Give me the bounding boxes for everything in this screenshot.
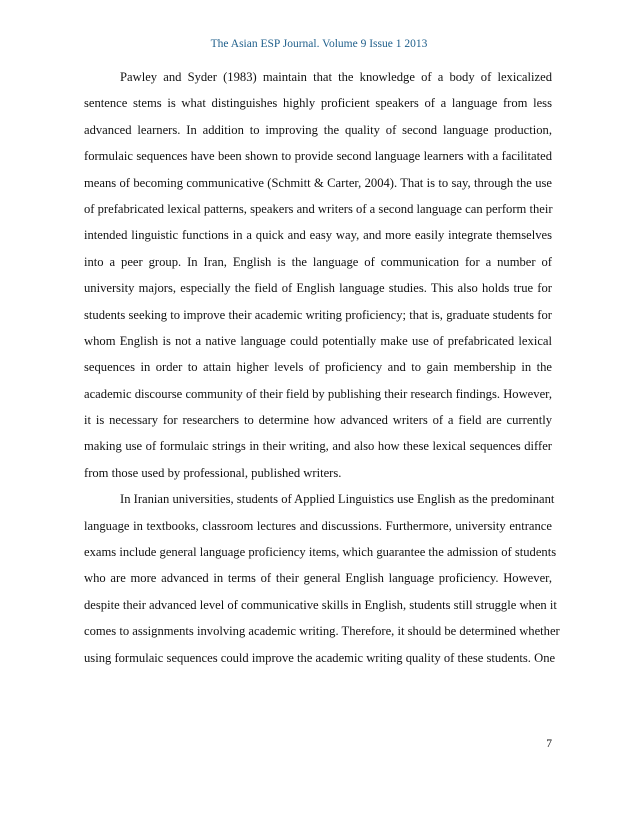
paragraph-2 xyxy=(84,486,560,671)
paragraph-line: whom English is not a native language could potentially make use of prefabricated lexical xyxy=(84,333,552,348)
paragraph-line: formulaic sequences have been shown to provide second language learners with a facilitated xyxy=(84,149,552,164)
paragraph-line: advanced learners. In addition to improving the quality of second language production, xyxy=(84,122,552,137)
paragraph-line: means of becoming communicative (Schmitt & Carter, 2004). That is to say, through the use xyxy=(84,175,552,190)
paragraph-line: comes to assignments involving academic writing. Therefore, it should be determined whether xyxy=(84,624,560,639)
paragraph-line: sequences in order to attain higher levels of proficiency and to gain membership in the xyxy=(84,360,552,375)
running-header: The Asian ESP Journal. Volume 9 Issue 1 2013 xyxy=(210,38,428,50)
paragraph-line: who are more advanced in terms of their general English language proficiency. However, xyxy=(84,571,552,586)
paragraph-line: from those used by professional, published writers. xyxy=(84,465,342,480)
paragraph-line: of prefabricated lexical patterns, speakers and writers of a second language can perform their xyxy=(84,201,553,216)
paragraph-line: it is necessary for researchers to determine how advanced writers of a field are currently xyxy=(84,413,552,428)
paragraph-line: despite their advanced level of communicative skills in English, students still struggle when it xyxy=(84,597,557,612)
body-text xyxy=(84,64,560,671)
page-number: 7 xyxy=(546,738,552,750)
paragraph-line: into a peer group. In Iran, English is the language of communication for a number of xyxy=(84,254,552,269)
paragraph-line: university majors, especially the field of English language studies. This also holds true for xyxy=(84,281,552,296)
paragraph-line: Pawley and Syder (1983) maintain that the knowledge of a body of lexicalized xyxy=(120,70,552,84)
paragraph-line: intended linguistic functions in a quick and easy way, and more easily integrate themselves xyxy=(84,228,552,243)
paragraph-line: In Iranian universities, students of Applied Linguistics use English as the predominant xyxy=(120,492,555,507)
paragraph-line: making use of formulaic strings in their writing, and also how these lexical sequences differ xyxy=(84,439,552,454)
paragraph-1 xyxy=(84,64,552,486)
paragraph-line: academic discourse community of their field by publishing their research findings. However, xyxy=(84,386,552,401)
paragraph-line: students seeking to improve their academic writing proficiency; that is, graduate students for xyxy=(84,307,552,322)
paragraph-line: using formulaic sequences could improve the academic writing quality of these students. One xyxy=(84,650,556,665)
paragraph-line: exams include general language proficiency items, which guarantee the admission of students xyxy=(84,545,557,560)
paragraph-line: language in textbooks, classroom lectures and discussions. Furthermore, university entrance xyxy=(84,518,552,533)
paragraph-line: sentence stems is what distinguishes highly proficient speakers of a language from less xyxy=(84,96,552,111)
